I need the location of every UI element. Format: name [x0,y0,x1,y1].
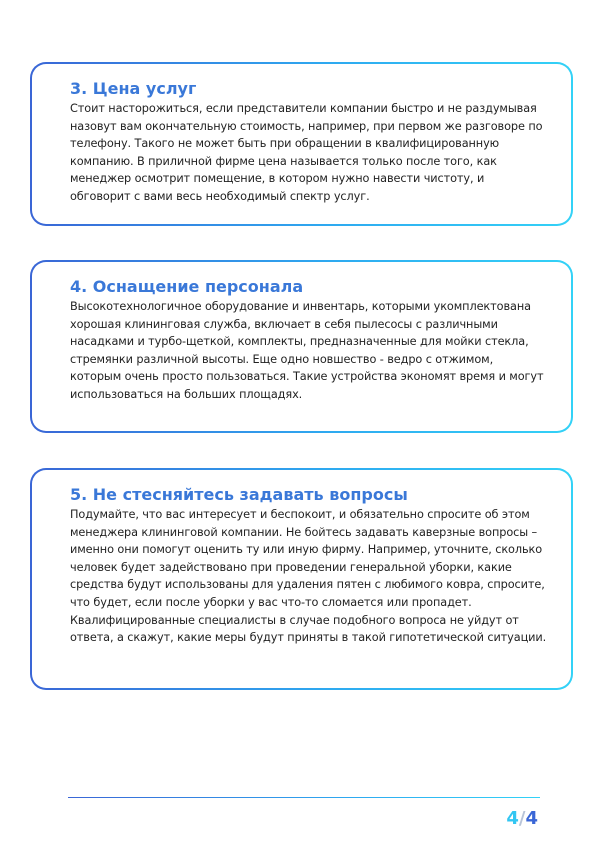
page-current: 4 [506,808,519,829]
page-separator: / [518,808,526,829]
section-text: Стоит насторожиться, если представители компании быстро и не раздумывая назовут вам окончательную стоимость, например, при первом же разговоре по телефону. Такого не может быть при обращении в квалифицированную компанию. В приличной фирме цена называется только после того, как менеджер осмотрит помещение, в котором нужно навести чистоту, и обговорит с вами весь необходимый спектр услуг. [70,102,543,203]
section-card-price [30,62,573,226]
section-title: 3. Цена услуг [70,79,197,98]
section-card-questions [30,468,573,690]
footer-divider [68,797,540,798]
section-card-body [32,64,571,224]
section-text: Высокотехнологичное оборудование и инвентарь, которыми укомплектована хорошая клининговая служба, включает в себя пылесосы с различными насадками и турбо-щеткой, комплекты, предназначенные для мойки стекла, стремянки различной высоты. Еще одно новшество - ведро с отжимом, которым очень просто пользоваться. Такие устройства экономят время и могут использоваться на больших площадях. [70,300,544,401]
section-title: 5. Не стесняйтесь задавать вопросы [70,485,408,504]
page-number [506,807,538,831]
section-text: Подумайте, что вас интересует и беспокоит, и обязательно спросите об этом менеджера клининговой компании. Не бойтесь задавать каверзные вопросы – именно они помогут оценить ту или иную фирму. Например, уточните, сколько человек будет задействовано при проведении генеральной уборки, какие средства будут использованы для удаления пятен с любимого ковра, спросите, что будет, если после уборки у вас что-то сломается или пропадет. Квалифицированные специалисты в случае подобного вопроса не уйдут от ответа, а скажут, какие меры будут приняты в такой гипотетической ситуации. [70,508,547,645]
section-card-body [32,470,571,688]
section-title: 4. Оснащение персонала [70,277,304,296]
page-total: 4 [525,808,538,829]
section-card-body [32,262,571,431]
section-card-equipment [30,260,573,433]
